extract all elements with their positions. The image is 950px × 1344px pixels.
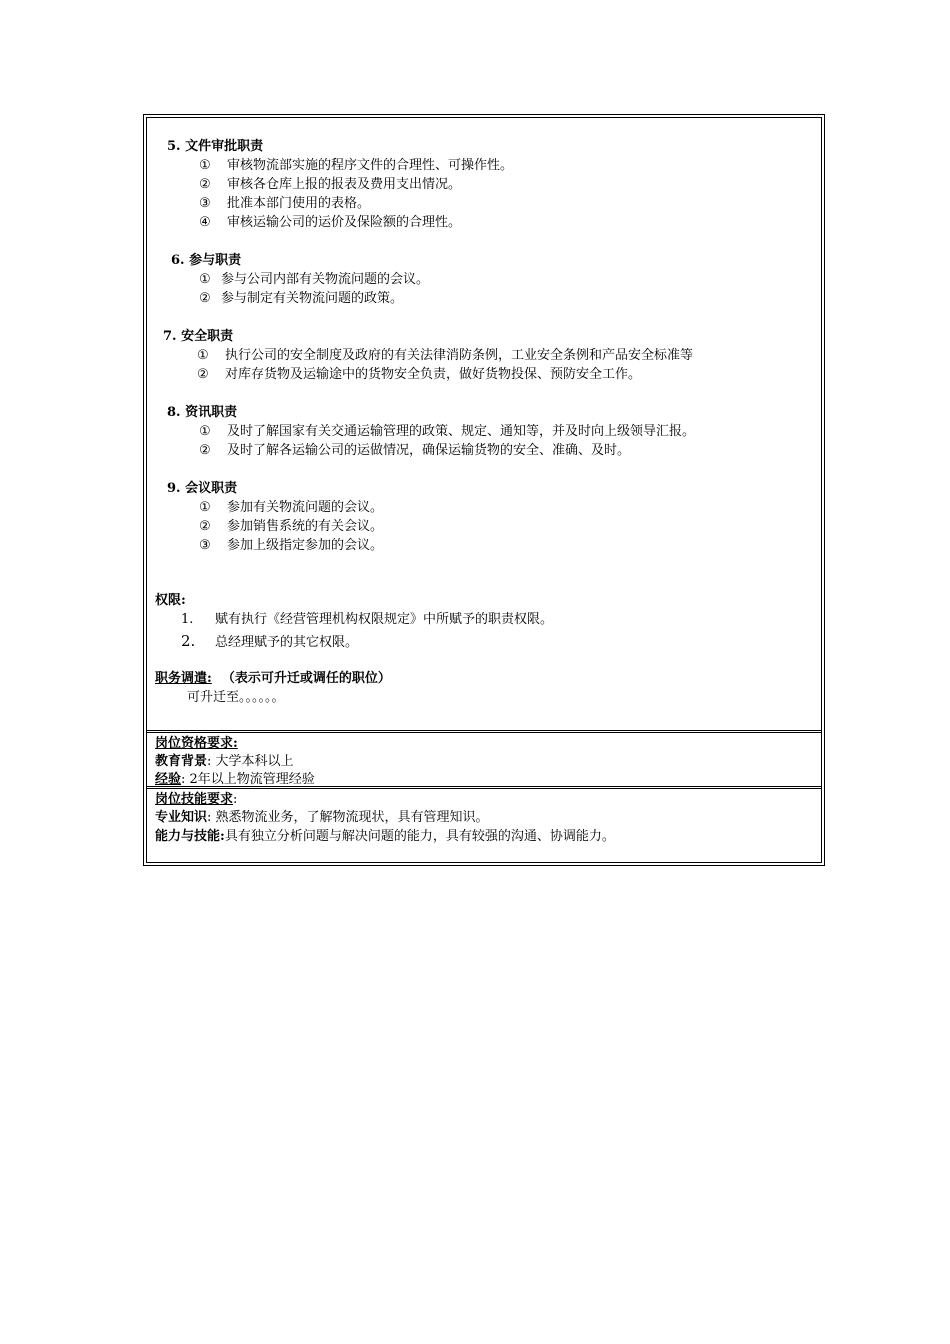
education-line: [155, 753, 294, 771]
list-item: [199, 499, 383, 517]
transfer-heading: 职务调遣: [155, 671, 208, 686]
item-text: 审核各仓库上报的报表及费用支出情况。: [227, 177, 462, 192]
item-mark: 1.: [181, 612, 194, 627]
list-item: [199, 442, 630, 460]
list-item: [197, 366, 641, 384]
list-item: [181, 611, 553, 629]
item-mark: ②: [199, 291, 211, 306]
list-item: [199, 214, 461, 232]
item-mark: 2.: [181, 632, 196, 650]
item-mark: ②: [199, 177, 211, 192]
education-value: : 大学本科以上: [207, 754, 294, 769]
list-item: [199, 290, 403, 308]
item-text: 及时了解国家有关交通运输管理的政策、规定、通知等，并及时向上级领导汇报。: [227, 424, 696, 439]
ability-line: [155, 828, 615, 846]
item-text: 总经理赋予的其它权限。: [215, 635, 359, 650]
item-mark: ①: [199, 272, 211, 287]
table-inner-border: [146, 117, 822, 863]
list-item: [181, 632, 358, 652]
item-mark: ②: [197, 367, 209, 382]
item-text: 及时了解各运输公司的运做情况，确保运输货物的安全、准确、及时。: [227, 443, 631, 458]
transfer-text: 可升迁至。。。。。。: [187, 690, 285, 705]
item-mark: ③: [199, 538, 211, 553]
transfer-colon: :: [207, 671, 212, 686]
authority-heading: 权限:: [155, 593, 186, 608]
section-6-title: 6. 参与职责: [171, 253, 242, 268]
list-item: [199, 195, 370, 213]
knowledge-value: : 熟悉物流业务，了解物流现状，具有管理知识。: [207, 810, 489, 825]
transfer-line: [155, 670, 391, 688]
list-item: [199, 423, 695, 441]
item-text: 审核物流部实施的程序文件的合理性、可操作性。: [227, 158, 514, 173]
list-item: [199, 176, 461, 194]
ability-label: 能力与技能:: [155, 829, 225, 844]
item-text: 执行公司的安全制度及政府的有关法律消防条例，工业安全条例和产品安全标准等: [225, 348, 694, 363]
item-text: 参加有关物流问题的会议。: [227, 500, 384, 515]
list-item: [199, 537, 383, 555]
transfer-note: （表示可升迁或调任的职位）: [221, 671, 391, 686]
item-mark: ①: [197, 348, 209, 363]
skills-heading: 岗位技能要求: [155, 792, 234, 807]
skills-heading-colon: :: [233, 792, 238, 807]
list-item: [199, 271, 429, 289]
section-7-title: 7. 安全职责: [163, 329, 234, 344]
knowledge-line: [155, 809, 489, 827]
item-text: 赋有执行《经营管理机构权限规定》中所赋予的职责权限。: [215, 612, 554, 627]
list-item: [199, 157, 513, 175]
item-text: 参与制定有关物流问题的政策。: [221, 291, 404, 306]
skills-cell: [147, 788, 821, 862]
responsibilities-cell: [147, 118, 821, 730]
item-mark: ③: [199, 196, 211, 211]
item-text: 参加销售系统的有关会议。: [227, 519, 384, 534]
section-9-title: 9. 会议职责: [167, 481, 238, 496]
item-text: 批准本部门使用的表格。: [227, 196, 371, 211]
experience-label: 经验: [155, 772, 182, 787]
section-8-title: 8. 资讯职责: [167, 405, 238, 420]
item-mark: ②: [199, 443, 211, 458]
item-mark: ①: [199, 424, 211, 439]
item-mark: ①: [199, 158, 211, 173]
list-item: [199, 518, 383, 536]
item-text: 对库存货物及运输途中的货物安全负责，做好货物投保、预防安全工作。: [225, 367, 642, 382]
section-5-title: 5. 文件审批职责: [167, 139, 264, 154]
knowledge-label: 专业知识: [155, 810, 208, 825]
item-mark: ①: [199, 500, 211, 515]
experience-value: : 2年以上物流管理经验: [181, 772, 315, 787]
item-text: 参与公司内部有关物流问题的会议。: [221, 272, 430, 287]
ability-value: 具有独立分析问题与解决问题的能力，具有较强的沟通、协调能力。: [224, 829, 615, 844]
item-text: 参加上级指定参加的会议。: [227, 538, 384, 553]
skills-heading-line: [155, 791, 237, 809]
item-text: 审核运输公司的运价及保险额的合理性。: [227, 215, 462, 230]
list-item: [197, 347, 693, 365]
job-description-table: [143, 114, 825, 866]
item-mark: ④: [199, 215, 211, 230]
item-mark: ②: [199, 519, 211, 534]
education-label: 教育背景: [155, 754, 208, 769]
qualification-heading: 岗位资格要求:: [155, 736, 238, 751]
qualification-cell: [147, 732, 821, 789]
